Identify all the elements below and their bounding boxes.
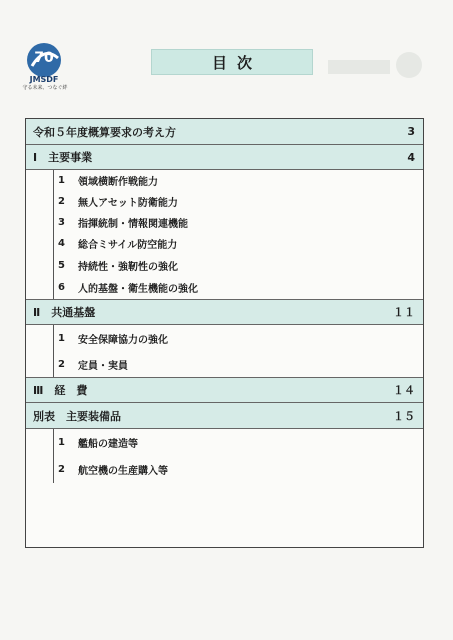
toc-item-number: 3 — [58, 217, 65, 228]
toc-item-number: 1 — [58, 332, 65, 344]
logo-label: JMSDF — [29, 75, 59, 84]
toc-item-number: 1 — [58, 437, 65, 448]
toc-item-label: 持続性・強靭性の強化 — [78, 261, 178, 273]
toc-item-4-2[interactable] — [54, 456, 423, 483]
toc-item-1-5[interactable] — [54, 254, 423, 276]
toc-item-label: 領域横断作戦能力 — [78, 177, 158, 188]
toc-section-3-label: Ⅲ 経 費 — [33, 384, 88, 397]
logo-caption: 守る未来、つなぐ絆 — [22, 85, 68, 91]
bleed-through-bar — [328, 60, 390, 74]
toc-section-2-row[interactable] — [26, 300, 423, 325]
toc-item-label: 指揮統制・情報関連機能 — [78, 219, 188, 230]
toc-item-number: 5 — [58, 259, 65, 271]
toc-item-1-1[interactable] — [54, 170, 423, 191]
toc-section-3-page: １４ — [393, 384, 415, 397]
toc-item-1-6[interactable] — [54, 276, 423, 299]
toc-item-number: 1 — [58, 175, 65, 186]
toc-section-2-page: １１ — [393, 306, 415, 319]
toc-item-1-3[interactable] — [54, 212, 423, 233]
toc-section-1-row[interactable] — [26, 145, 423, 170]
toc-item-number: 4 — [58, 238, 65, 249]
toc-item-label: 安全保障協力の強化 — [78, 334, 168, 346]
toc-intro-row[interactable] — [26, 119, 423, 145]
toc-item-2-1[interactable] — [54, 325, 423, 351]
toc-item-4-1[interactable] — [54, 429, 423, 456]
toc-item-1-2[interactable] — [54, 191, 423, 212]
svg-text:70: 70 — [34, 50, 54, 66]
toc-item-label: 航空機の生産購入等 — [78, 466, 168, 477]
toc-item-label: 人的基盤・衛生機能の強化 — [78, 284, 198, 295]
toc-section-1-page: 4 — [407, 150, 415, 164]
toc-item-label: 定員・実員 — [78, 360, 128, 372]
toc-section-4-label: 別表 主要装備品 — [33, 409, 121, 423]
toc-item-number: 2 — [58, 464, 65, 475]
bleed-through-circle — [396, 52, 422, 78]
toc-item-number: 2 — [58, 358, 65, 370]
page-title — [151, 49, 313, 75]
toc-item-label: 無人アセット防衛能力 — [78, 198, 178, 209]
page-title-text: 目次 — [211, 53, 262, 72]
toc-intro-label: 令和５年度概算要求の考え方 — [33, 125, 176, 139]
toc-item-2-2[interactable] — [54, 351, 423, 377]
toc-section-4-page: １５ — [393, 409, 415, 423]
table-of-contents — [25, 118, 424, 548]
toc-item-number: 2 — [58, 196, 65, 207]
toc-item-number: 6 — [58, 282, 65, 293]
jmsdf-logo — [22, 40, 66, 84]
toc-item-label: 総合ミサイル防空能力 — [78, 240, 178, 251]
toc-item-label: 艦船の建造等 — [78, 439, 138, 450]
toc-section-4-row[interactable] — [26, 403, 423, 429]
toc-section-1-label: Ⅰ 主要事業 — [33, 151, 93, 164]
toc-section-2-label: Ⅱ 共通基盤 — [33, 306, 96, 319]
toc-item-1-4[interactable] — [54, 233, 423, 254]
toc-section-3-row[interactable] — [26, 378, 423, 403]
toc-intro-page: 3 — [407, 125, 415, 138]
